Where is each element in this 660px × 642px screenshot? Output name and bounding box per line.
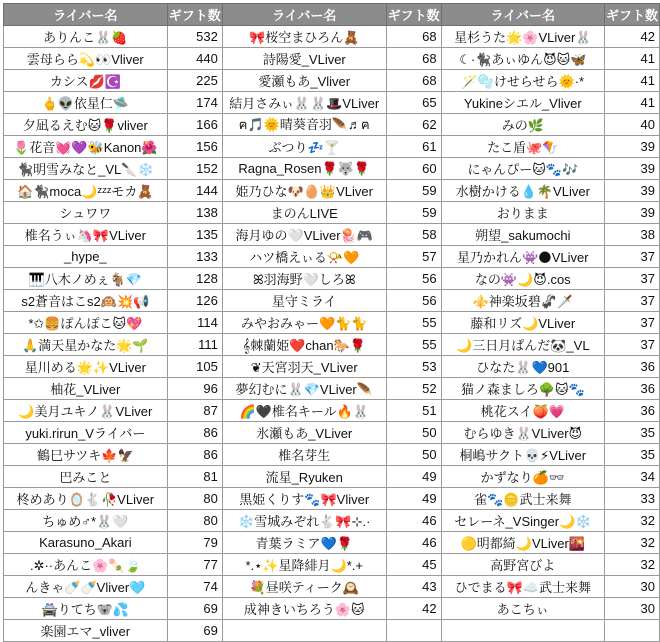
liver-name-cell: 🖕👽依星仁🛸 [4,92,168,114]
liver-name-cell: 氷瀬もあ_VLiver [222,422,386,444]
gift-count-cell: 60 [386,158,441,180]
liver-name-cell: 🐈‍⬛明雪みなと_VL🔪❄️ [4,158,168,180]
liver-name-cell: 🚔りてち🐨💦 [4,598,168,620]
gift-count-cell: 52 [386,378,441,400]
col-header-gift: ギフト数 [386,4,441,26]
liver-name-cell: ⚜️神楽坂碧🦨🗡️ [441,290,604,312]
liver-name-cell: 🎹八木ノめぇ🐐💎 [4,268,168,290]
liver-name-cell: にゃんぴー🐱🐾🎶 [441,158,604,180]
gift-count-cell: 114 [167,312,222,334]
liver-name-cell: カシス💋☪️ [4,70,168,92]
liver-name-cell: Karasuno_Akari [4,532,168,554]
gift-count-cell: 39 [605,180,660,202]
table-row [4,400,660,422]
liver-name-cell: 夕凪るえむ🐱🌹vliver [4,114,168,136]
col-header-liver: ライバー名 [222,4,386,26]
gift-count-cell: 53 [386,356,441,378]
table-row [4,268,660,290]
gift-count-cell: 39 [605,158,660,180]
gift-count-cell: 59 [386,202,441,224]
gift-count-cell: 96 [167,378,222,400]
liver-name-cell: 高野宮びよ [441,554,604,576]
gift-count-cell: 128 [167,268,222,290]
gift-count-cell: 65 [386,92,441,114]
gift-count-cell: 30 [605,576,660,598]
gift-count-cell: 35 [605,444,660,466]
table-row [4,290,660,312]
liver-name-cell: 桃花スイ🍑💗 [441,400,604,422]
table-row [4,444,660,466]
table-row [4,554,660,576]
liver-name-cell: 椎名うぃ🦄🎀VLiver [4,224,168,246]
gift-count-cell: 81 [167,466,222,488]
gift-count-cell: 45 [386,554,441,576]
gift-count-cell: 68 [386,70,441,92]
table-row [4,510,660,532]
liver-name-cell: 巴みこと [4,466,168,488]
table-row [4,488,660,510]
gift-count-cell: 105 [167,356,222,378]
liver-name-cell: 🌷花音💓💜🐝Kanon🌺 [4,136,168,158]
liver-name-cell: 成神きいちろう🌸🐱 [222,598,386,620]
liver-name-cell: 猫ノ森ましろ🌳🐱🐾 [441,378,604,400]
liver-name-cell: なの👾🌙😈.cos [441,268,604,290]
liver-name-cell: 詩陽愛_VLiver [222,48,386,70]
liver-name-cell: 星川める🌟✨VLiver [4,356,168,378]
table-row [4,158,660,180]
gift-count-cell: 69 [167,620,222,642]
liver-name-cell: あこちぃ [441,598,604,620]
liver-name-cell: 🌙美月ユキノ🐰VLiver [4,400,168,422]
table-row [4,114,660,136]
col-header-gift: ギフト数 [605,4,660,26]
gift-count-cell: 41 [605,48,660,70]
liver-name-cell: ❄️雪城みぞれ🐇🎀⊹.· [222,510,386,532]
liver-name-cell: Ragna_Rosen🌹🐺🌹 [222,158,386,180]
ranking-body [4,26,660,642]
table-row [4,246,660,268]
gift-count-cell: 30 [605,598,660,620]
gift-count-cell: 32 [605,510,660,532]
table-row [4,422,660,444]
liver-name-cell: 🌙三日月ぱんだ🐼_VL [441,334,604,356]
table-row [4,92,660,114]
gift-count-cell: 57 [386,246,441,268]
gift-count-cell: 61 [386,136,441,158]
liver-name-cell: ☾·🐈‍⬛あぃゆん😈🐱🦋 [441,48,604,70]
table-row [4,378,660,400]
gift-ranking-table [3,3,660,642]
gift-count-cell: 126 [167,290,222,312]
liver-name-cell: みやおみゃー🧡🐈🐈 [222,312,386,334]
table-row [4,334,660,356]
gift-count-cell: 80 [167,510,222,532]
liver-name-cell: s2蒼音はこs2🙉💥📢 [4,290,168,312]
liver-name-cell: 星杉うた🌟🌸VLiver🐰 [441,26,604,48]
gift-count-cell: 56 [386,290,441,312]
col-header-liver: ライバー名 [4,4,168,26]
gift-count-cell: 37 [605,290,660,312]
gift-count-cell: 49 [386,488,441,510]
gift-count-cell: 532 [167,26,222,48]
liver-name-cell: むらゆき🐰VLiver😈 [441,422,604,444]
table-row [4,48,660,70]
liver-name-cell: セレーネ_VSinger🌙❄️ [441,510,604,532]
gift-count-cell: 40 [605,114,660,136]
gift-count-cell: 38 [605,224,660,246]
gift-count-cell: 42 [605,26,660,48]
liver-name-cell: 🟡明都綺🌙VLiver🌇 [441,532,604,554]
liver-name-cell: 鶴巳サツキ🍁🦅 [4,444,168,466]
gift-count-cell: 225 [167,70,222,92]
table-row [4,202,660,224]
liver-name-cell: 🪄🫧けせらせら🌞·* [441,70,604,92]
liver-name-cell: 🙏満天星かなた🌟🌱 [4,334,168,356]
liver-name-cell: 椎名芽生 [222,444,386,466]
liver-name-cell: みの🌿 [441,114,604,136]
liver-name-cell: ひでまる🎀☁️武士来舞 [441,576,604,598]
gift-count-cell: 152 [167,158,222,180]
gift-count-cell: 68 [386,48,441,70]
liver-name-cell: まのんLIVE [222,202,386,224]
gift-count-cell: 58 [386,224,441,246]
gift-count-cell: 74 [167,576,222,598]
liver-name-cell: ありんこ🐰🍓 [4,26,168,48]
gift-count-cell: 37 [605,268,660,290]
table-row [4,466,660,488]
gift-count-cell: 87 [167,400,222,422]
gift-count-cell: 46 [386,532,441,554]
liver-name-cell: 結月さみぃ🐰🐰🎩VLiver [222,92,386,114]
liver-name-cell: 💐昼咲ティーク🕰️ [222,576,386,598]
ranking-sheet [3,3,660,642]
liver-name-cell: おりまま [441,202,604,224]
gift-count-cell: 156 [167,136,222,158]
gift-count-cell: 37 [605,312,660,334]
liver-name-cell: 姫乃ひな🐶🥚👑VLiver [222,180,386,202]
gift-count-cell: 36 [605,356,660,378]
table-row [4,532,660,554]
gift-count-cell: 86 [167,422,222,444]
liver-name-cell: たこ盾🐙🪁 [441,136,604,158]
table-row [4,180,660,202]
liver-name-cell: 水樹かける💧🌴VLiver [441,180,604,202]
gift-count-cell: 32 [605,532,660,554]
gift-count-cell: 51 [386,400,441,422]
liver-name-cell: ぶつり💤🍸 [222,136,386,158]
table-row [4,356,660,378]
col-header-gift: ギフト数 [167,4,222,26]
liver-name-cell: 海月ゆの🤍VLiver🪼🎮 [222,224,386,246]
gift-count-cell: 80 [167,488,222,510]
gift-count-cell: 133 [167,246,222,268]
gift-count-cell: 42 [386,598,441,620]
gift-count-cell: 77 [167,554,222,576]
table-row [4,26,660,48]
gift-count-cell: 69 [167,598,222,620]
liver-name-cell: 黒姫くりす🐾🎀Vliver [222,488,386,510]
liver-name-cell: 🎀桜空まひろん🧸 [222,26,386,48]
liver-name-cell: 愛瀬もあ_Vliver [222,70,386,92]
gift-count-cell: 36 [605,400,660,422]
liver-name-cell: 🌈🖤椎名キール🔥🐰 [222,400,386,422]
gift-count-cell: 34 [605,466,660,488]
liver-name-cell: んきゃ🍼🍼Vliver🩵 [4,576,168,598]
liver-name-cell: 青葉ラミア💙🌹 [222,532,386,554]
gift-count-cell: 50 [386,422,441,444]
gift-count-cell: 56 [386,268,441,290]
liver-name-cell: _hype_ [4,246,168,268]
gift-count-cell: 36 [605,378,660,400]
gift-count-cell: 32 [605,554,660,576]
col-header-liver: ライバー名 [441,4,604,26]
gift-count-cell: 46 [386,510,441,532]
gift-count-cell: 37 [605,334,660,356]
liver-name-cell: 流星_Ryuken [222,466,386,488]
gift-count-cell: 39 [605,136,660,158]
gift-count-cell: 50 [386,444,441,466]
liver-name-cell: ฅ🎵🌞晴葵音羽🪶♬ฅ [222,114,386,136]
gift-count-cell: 135 [167,224,222,246]
liver-name-cell: 夢幻むに🐰💎VLiver🪶 [222,378,386,400]
gift-count-cell: 33 [605,488,660,510]
gift-count-cell: 79 [167,532,222,554]
gift-count-cell: 62 [386,114,441,136]
gift-count-cell: 144 [167,180,222,202]
table-row [4,312,660,334]
table-row [4,136,660,158]
liver-name-cell: 柊めあり🪞🐇🥀VLiver [4,488,168,510]
liver-name-cell: *✩🍔ぽんぽこ🐱💖 [4,312,168,334]
table-row [4,70,660,92]
liver-name-cell: ハツ橋えぃる📯🧡 [222,246,386,268]
table-row [4,598,660,620]
gift-count-cell: 166 [167,114,222,136]
gift-count-cell: 138 [167,202,222,224]
gift-count-cell: 440 [167,48,222,70]
liver-name-cell: 藤和リズ🌙VLiver [441,312,604,334]
gift-count-cell: 86 [167,444,222,466]
gift-count-cell: 37 [605,246,660,268]
liver-name-cell: .✲··あんこ🌸🍡🍃 [4,554,168,576]
gift-count-cell: 111 [167,334,222,356]
gift-count-cell: 43 [386,576,441,598]
liver-name-cell: *.⋆✨星降緋月🌙*.+ [222,554,386,576]
gift-count-cell: 55 [386,334,441,356]
liver-name-cell: かずなり🍊👓 [441,466,604,488]
liver-name-cell: 桐嶋サクト💀⚡VLiver [441,444,604,466]
table-row [4,224,660,246]
liver-name-cell: 🏠🐈‍⬛moca🌙ᶻᶻᶻモカ🧸 [4,180,168,202]
header-row [4,4,660,26]
gift-count-cell: 41 [605,92,660,114]
liver-name-cell: 雲母らら💫👀Vliver [4,48,168,70]
liver-name-cell: 星守ミライ [222,290,386,312]
gift-count-cell: 39 [605,202,660,224]
gift-count-cell: 174 [167,92,222,114]
liver-name-cell: 𝄞棘蘭姫❤️chan🐎🌹 [222,334,386,356]
liver-name-cell: 雀🐾🪙武士来舞 [441,488,604,510]
liver-name-cell: ちゅめ♂*🐰🤍 [4,510,168,532]
liver-name-cell: 朔望_sakumochi [441,224,604,246]
gift-count-cell: 68 [386,26,441,48]
gift-count-cell: 59 [386,180,441,202]
liver-name-cell: ひなた🐰💙901 [441,356,604,378]
gift-count-cell: 35 [605,422,660,444]
liver-name-cell: ꕤ羽海野🤍しろꕤ [222,268,386,290]
liver-name-cell: 星乃かれん👾🌑VLiver [441,246,604,268]
liver-name-cell: ❦天宮羽天_VLiver [222,356,386,378]
table-row [4,576,660,598]
gift-count-cell: 49 [386,466,441,488]
gift-count-cell: 55 [386,312,441,334]
liver-name-cell: 柚花_VLiver [4,378,168,400]
liver-name-cell: 楽園エマ_vliver [4,620,168,642]
gift-count-cell: 41 [605,70,660,92]
liver-name-cell: シュワワ [4,202,168,224]
liver-name-cell: yuki.rirun_Vライバー [4,422,168,444]
liver-name-cell: Yukineシエル_Vliver [441,92,604,114]
